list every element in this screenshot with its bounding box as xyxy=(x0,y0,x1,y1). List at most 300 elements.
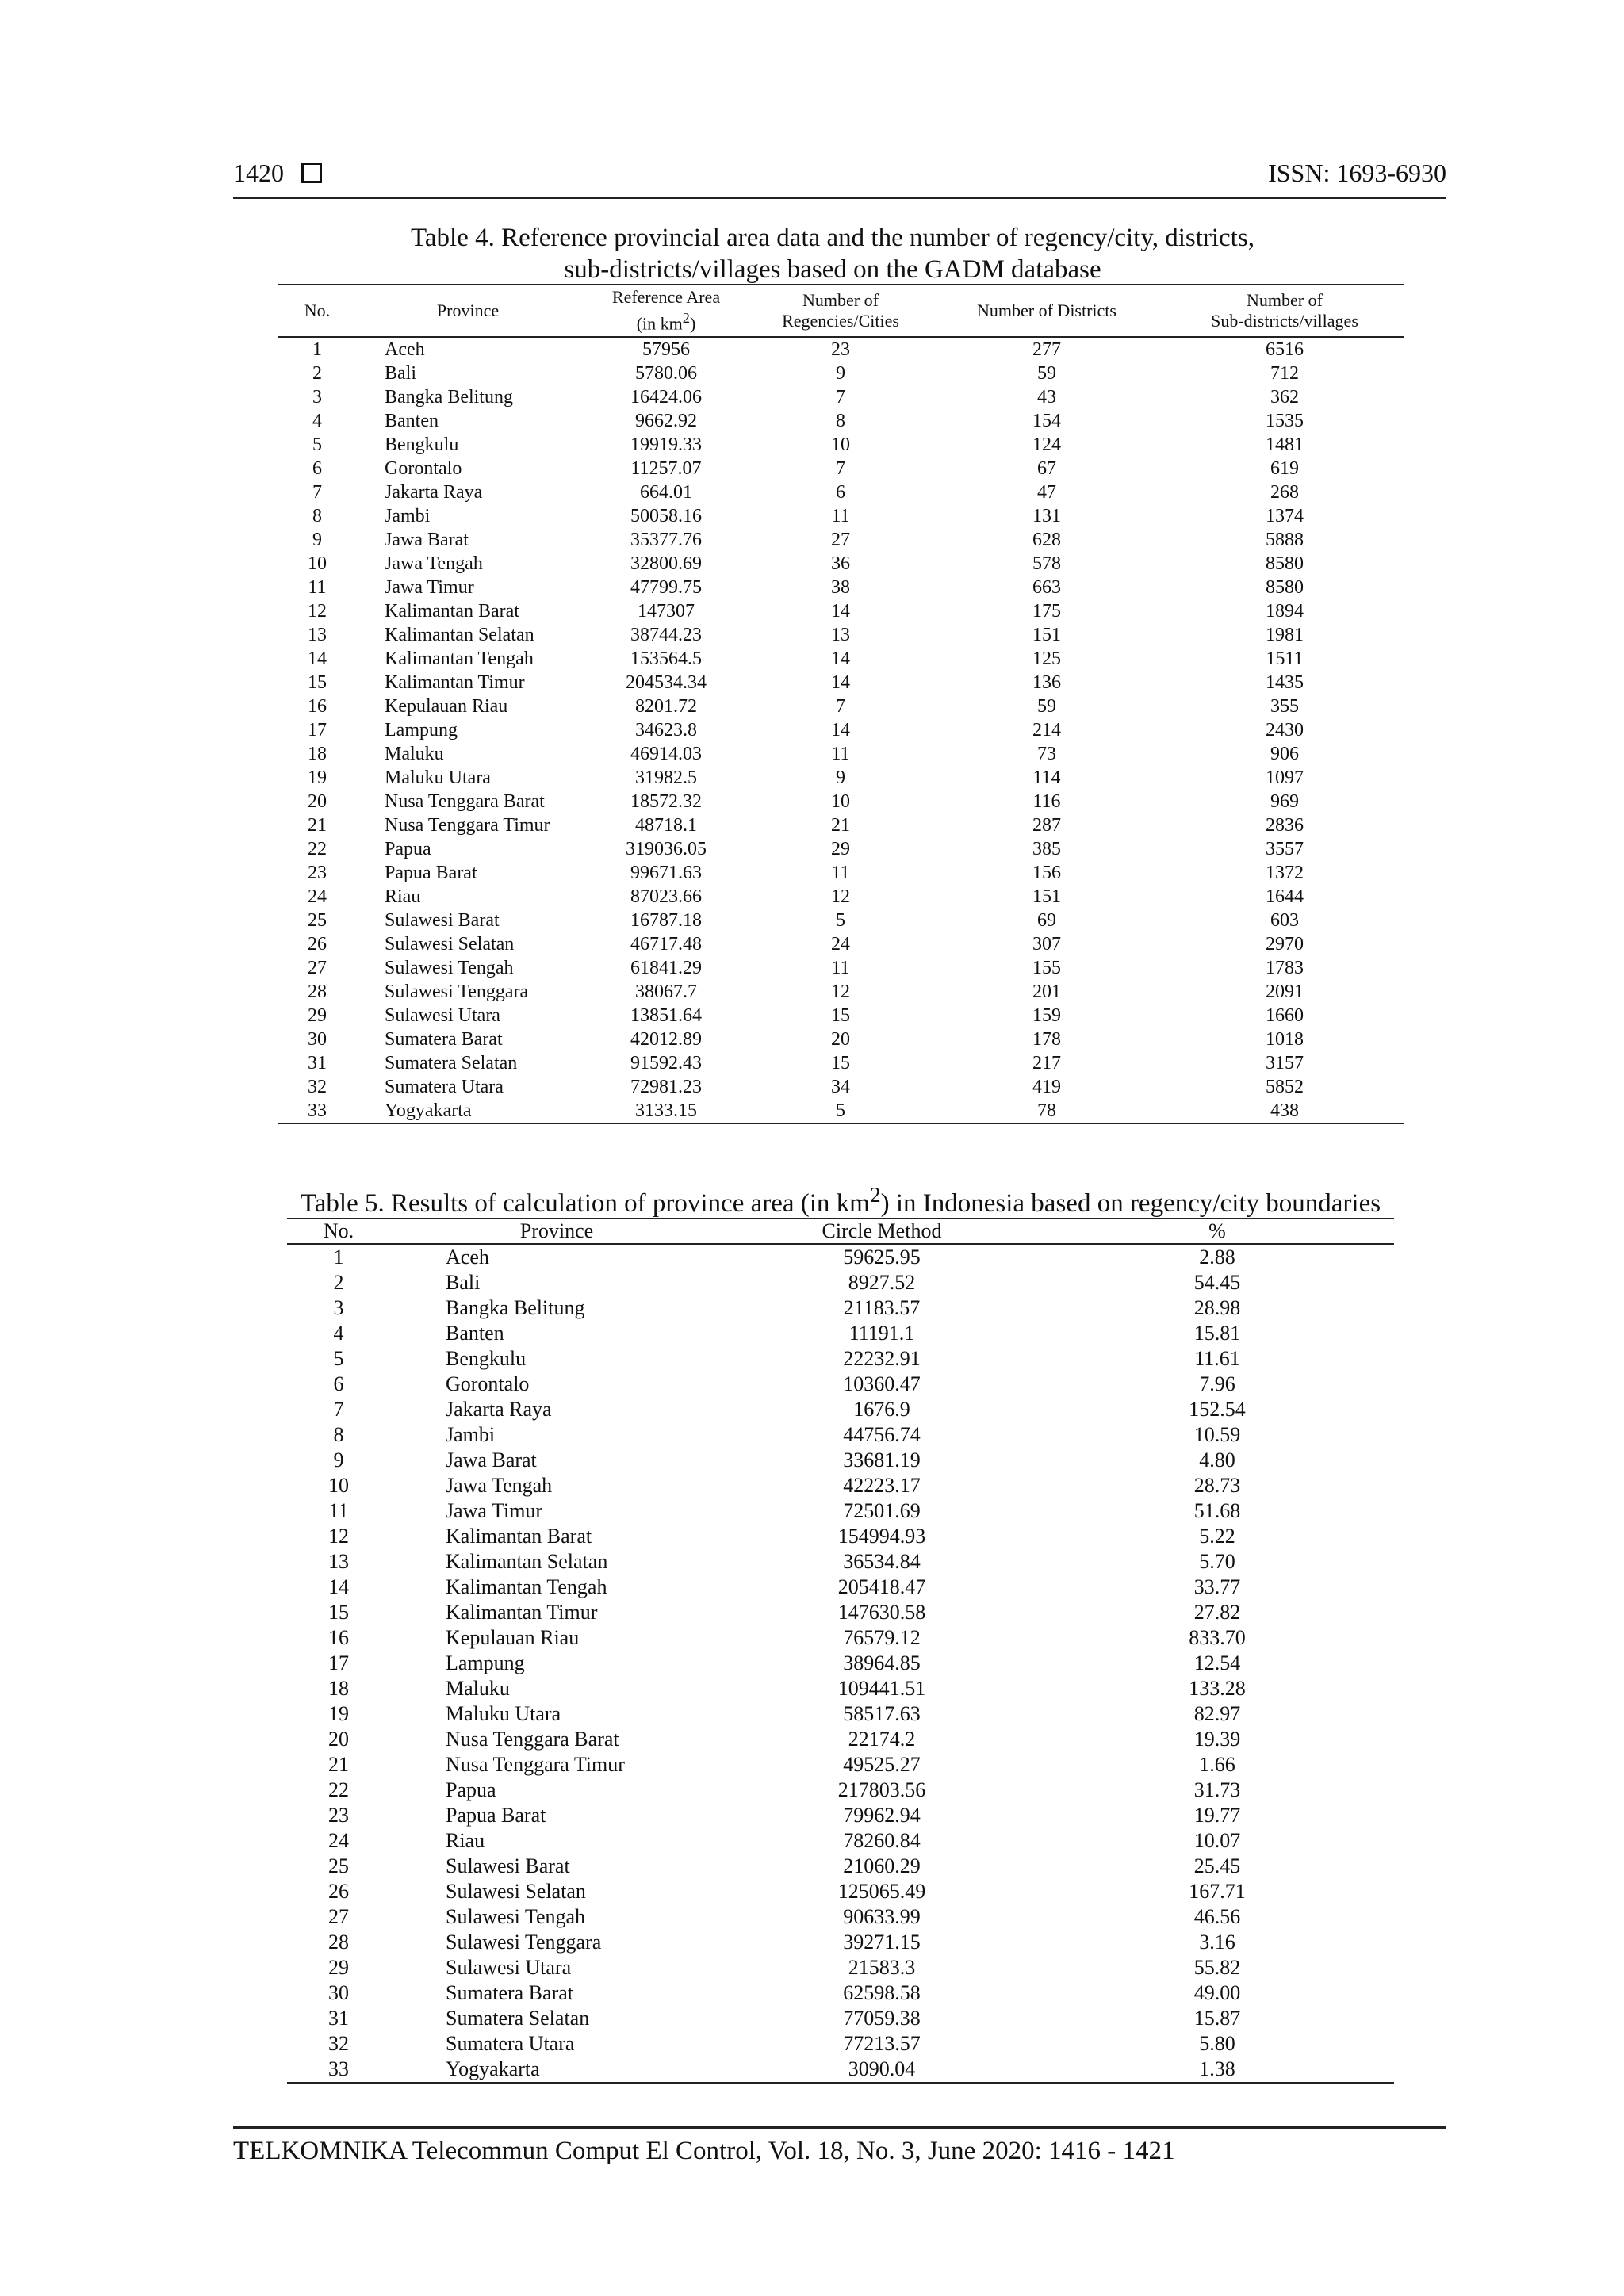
cell-regencies: 9 xyxy=(836,767,845,788)
table-row xyxy=(278,742,1404,766)
cell-no: 23 xyxy=(328,1804,349,1827)
cell-regencies: 11 xyxy=(831,958,850,978)
cell-regencies: 7 xyxy=(836,387,845,408)
cell-districts: 175 xyxy=(1032,601,1061,622)
table-row xyxy=(278,980,1404,1004)
cell-reference-area: 204534.34 xyxy=(626,672,707,693)
cell-no: 21 xyxy=(328,1753,349,1776)
cell-circle-method: 58517.63 xyxy=(843,1702,921,1725)
cell-province: Jawa Barat xyxy=(385,530,469,550)
cell-province: Banten xyxy=(446,1322,504,1345)
table-row xyxy=(287,1625,1394,1651)
cell-percent: 49.00 xyxy=(1193,1981,1241,2004)
table-row xyxy=(278,623,1404,647)
table-row xyxy=(287,1930,1394,1955)
cell-province: Bangka Belitung xyxy=(385,387,513,408)
cell-subdistricts: 5888 xyxy=(1266,530,1304,550)
cell-no: 25 xyxy=(328,1854,349,1877)
cell-regencies: 10 xyxy=(831,791,850,812)
cell-no: 14 xyxy=(328,1575,349,1598)
table-row xyxy=(278,813,1404,837)
cell-percent: 31.73 xyxy=(1193,1778,1241,1801)
cell-percent: 19.77 xyxy=(1193,1804,1241,1827)
cell-regencies: 11 xyxy=(831,744,850,764)
cell-province: Nusa Tenggara Timur xyxy=(385,815,550,836)
cell-districts: 124 xyxy=(1032,434,1061,455)
table-row xyxy=(278,1051,1404,1075)
table-row xyxy=(278,861,1404,885)
table-row xyxy=(278,909,1404,932)
cell-districts: 307 xyxy=(1032,934,1061,955)
cell-no: 8 xyxy=(333,1423,344,1446)
cell-province: Jawa Timur xyxy=(446,1499,543,1522)
cell-province: Bengkulu xyxy=(446,1347,527,1370)
cell-percent: 15.81 xyxy=(1193,1322,1241,1345)
cell-circle-method: 39271.15 xyxy=(843,1931,921,1954)
cell-no: 10 xyxy=(308,553,327,574)
cell-circle-method: 62598.58 xyxy=(843,1981,921,2004)
table-row xyxy=(287,1346,1394,1372)
cell-reference-area: 16424.06 xyxy=(630,387,702,408)
cell-circle-method: 21060.29 xyxy=(843,1854,921,1877)
cell-percent: 27.82 xyxy=(1193,1601,1241,1624)
cell-percent: 4.80 xyxy=(1199,1448,1235,1471)
cell-regencies: 11 xyxy=(831,506,850,526)
cell-regencies: 21 xyxy=(831,815,850,836)
cell-circle-method: 22174.2 xyxy=(848,1728,916,1751)
cell-province: Papua xyxy=(385,839,431,859)
cell-no: 17 xyxy=(308,720,327,740)
table-row xyxy=(287,1600,1394,1625)
table-row xyxy=(287,1727,1394,1752)
cell-subdistricts: 355 xyxy=(1270,696,1299,717)
cell-no: 5 xyxy=(333,1347,344,1370)
col-province: Province xyxy=(519,1219,594,1242)
cell-no: 20 xyxy=(328,1728,349,1751)
cell-districts: 59 xyxy=(1037,696,1056,717)
cell-regencies: 36 xyxy=(831,553,850,574)
cell-regencies: 38 xyxy=(831,577,850,598)
cell-circle-method: 147630.58 xyxy=(837,1601,926,1624)
cell-province: Aceh xyxy=(385,339,425,360)
cell-province: Maluku xyxy=(446,1677,510,1700)
table-row xyxy=(278,504,1404,528)
table-row xyxy=(287,2057,1394,2083)
table-row xyxy=(278,1099,1404,1123)
cell-province: Sumatera Utara xyxy=(385,1077,504,1097)
table-row xyxy=(278,576,1404,599)
cell-province: Kalimantan Barat xyxy=(446,1525,592,1548)
cell-circle-method: 154994.93 xyxy=(837,1525,926,1548)
table-row xyxy=(287,2006,1394,2031)
cell-no: 30 xyxy=(308,1029,327,1050)
table-row xyxy=(278,671,1404,695)
cell-province: Bangka Belitung xyxy=(446,1296,585,1319)
table-row xyxy=(278,457,1404,480)
cell-province: Kepulauan Riau xyxy=(385,696,508,717)
cell-districts: 419 xyxy=(1032,1077,1061,1097)
cell-province: Jawa Tengah xyxy=(446,1474,553,1497)
cell-districts: 59 xyxy=(1037,363,1056,384)
cell-reference-area: 35377.76 xyxy=(630,530,702,550)
cell-circle-method: 79962.94 xyxy=(843,1804,921,1827)
cell-province: Sulawesi Tenggara xyxy=(446,1931,602,1954)
cell-reference-area: 664.01 xyxy=(640,482,692,503)
col-no: No. xyxy=(304,300,331,320)
table-row xyxy=(278,956,1404,980)
cell-percent: 7.96 xyxy=(1199,1372,1235,1395)
col-percent: % xyxy=(1208,1219,1226,1242)
cell-province: Bengkulu xyxy=(385,434,459,455)
table-row xyxy=(278,1004,1404,1027)
cell-regencies: 5 xyxy=(836,910,845,931)
table-row xyxy=(278,433,1404,457)
cell-circle-method: 217803.56 xyxy=(837,1778,926,1801)
cell-reference-area: 38744.23 xyxy=(630,625,702,645)
page-number: 1420 xyxy=(233,159,322,188)
cell-circle-method: 205418.47 xyxy=(837,1575,926,1598)
cell-reference-area: 46717.48 xyxy=(630,934,702,955)
cell-reference-area: 72981.23 xyxy=(630,1077,702,1097)
cell-reference-area: 319036.05 xyxy=(626,839,707,859)
cell-no: 26 xyxy=(328,1880,349,1903)
table-row xyxy=(287,1777,1394,1803)
col-subdistricts: Number of Sub-districts/villages xyxy=(1211,290,1358,331)
cell-circle-method: 77059.38 xyxy=(843,2007,921,2030)
cell-reference-area: 87023.66 xyxy=(630,886,702,907)
cell-circle-method: 1676.9 xyxy=(853,1398,910,1421)
col-reference-area: Reference Area (in $km^2$) xyxy=(611,287,721,334)
cell-regencies: 14 xyxy=(831,601,850,622)
cell-districts: 578 xyxy=(1032,553,1061,574)
cell-province: Yogyakarta xyxy=(446,2057,540,2080)
cell-reference-area: 32800.69 xyxy=(630,553,702,574)
cell-regencies: 29 xyxy=(831,839,850,859)
cell-districts: 201 xyxy=(1032,982,1061,1002)
table-row xyxy=(287,1397,1394,1422)
cell-subdistricts: 1435 xyxy=(1266,672,1304,693)
cell-province: Nusa Tenggara Barat xyxy=(446,1728,619,1751)
cell-no: 5 xyxy=(312,434,322,455)
col-regencies: Number of Regencies/Cities xyxy=(782,290,899,331)
table-row xyxy=(287,1752,1394,1777)
cell-province: Jakarta Raya xyxy=(385,482,483,503)
cell-subdistricts: 1511 xyxy=(1266,649,1304,669)
cell-reference-area: 18572.32 xyxy=(630,791,702,812)
table-row xyxy=(287,1651,1394,1676)
cell-districts: 151 xyxy=(1032,886,1061,907)
cell-province: Yogyakarta xyxy=(385,1100,472,1121)
cell-subdistricts: 1981 xyxy=(1266,625,1304,645)
cell-reference-area: 34623.8 xyxy=(635,720,697,740)
cell-reference-area: 57956 xyxy=(642,339,690,360)
cell-no: 30 xyxy=(328,1981,349,2004)
cell-districts: 131 xyxy=(1032,506,1061,526)
cell-subdistricts: 8580 xyxy=(1266,553,1304,574)
cell-regencies: 5 xyxy=(836,1100,845,1121)
cell-province: Jawa Tengah xyxy=(385,553,483,574)
cell-no: 28 xyxy=(308,982,327,1002)
cell-percent: 19.39 xyxy=(1193,1728,1241,1751)
cell-province: Kalimantan Tengah xyxy=(385,649,534,669)
table-row xyxy=(287,1270,1394,1295)
cell-districts: 114 xyxy=(1032,767,1061,788)
cell-province: Jambi xyxy=(385,506,431,526)
cell-subdistricts: 969 xyxy=(1270,791,1299,812)
cell-districts: 217 xyxy=(1032,1053,1061,1073)
cell-circle-method: 76579.12 xyxy=(843,1626,921,1649)
cell-subdistricts: 2091 xyxy=(1266,982,1304,1002)
cell-reference-area: 42012.89 xyxy=(630,1029,702,1050)
table-row xyxy=(278,790,1404,813)
cell-province: Gorontalo xyxy=(385,458,462,479)
cell-subdistricts: 1783 xyxy=(1266,958,1304,978)
cell-reference-area: 147307 xyxy=(638,601,695,622)
cell-no: 1 xyxy=(312,339,322,360)
table4-caption: Table 4. Reference provincial area data and the number of regency/city, districts, sub-districts/villages based on the GADM database xyxy=(411,224,1254,284)
cell-reference-area: 47799.75 xyxy=(630,577,702,598)
cell-province: Bali xyxy=(446,1271,481,1294)
cell-province: Lampung xyxy=(446,1651,525,1674)
table-row xyxy=(287,1295,1394,1321)
cell-districts: 151 xyxy=(1032,625,1061,645)
cell-districts: 47 xyxy=(1037,482,1056,503)
issn-label: ISSN: 1693-6930 xyxy=(1268,159,1446,187)
cell-circle-method: 38964.85 xyxy=(843,1651,921,1674)
cell-percent: 133.28 xyxy=(1189,1677,1246,1700)
cell-province: Sulawesi Barat xyxy=(385,910,500,931)
table-row xyxy=(278,362,1404,385)
cell-reference-area: 5780.06 xyxy=(635,363,697,384)
cell-regencies: 34 xyxy=(831,1077,850,1097)
table-row xyxy=(287,1854,1394,1879)
cell-districts: 178 xyxy=(1032,1029,1061,1050)
table-row xyxy=(278,932,1404,956)
cell-no: 1 xyxy=(333,1246,344,1269)
cell-province: Sumatera Barat xyxy=(446,1981,573,2004)
cell-province: Gorontalo xyxy=(446,1372,530,1395)
table-row xyxy=(278,766,1404,790)
cell-no: 27 xyxy=(308,958,327,978)
cell-no: 17 xyxy=(328,1651,349,1674)
cell-province: Kalimantan Selatan xyxy=(446,1550,608,1573)
cell-no: 10 xyxy=(328,1474,349,1497)
cell-regencies: 11 xyxy=(831,863,850,883)
cell-no: 20 xyxy=(308,791,327,812)
cell-subdistricts: 3557 xyxy=(1266,839,1304,859)
cell-reference-area: 3133.15 xyxy=(635,1100,697,1121)
cell-province: Sulawesi Utara xyxy=(385,1005,500,1026)
cell-reference-area: 8201.72 xyxy=(635,696,697,717)
cell-reference-area: 13851.64 xyxy=(630,1005,702,1026)
table-row xyxy=(278,885,1404,909)
cell-no: 19 xyxy=(328,1702,349,1725)
cell-percent: 1.38 xyxy=(1199,2057,1235,2080)
cell-no: 33 xyxy=(308,1100,327,1121)
cell-subdistricts: 1644 xyxy=(1266,886,1304,907)
cell-reference-area: 16787.18 xyxy=(630,910,702,931)
cell-no: 4 xyxy=(312,411,322,431)
table5-header-row xyxy=(287,1219,1394,1244)
cell-no: 28 xyxy=(328,1931,349,1954)
cell-province: Nusa Tenggara Timur xyxy=(446,1753,625,1776)
table4-header-row xyxy=(278,285,1404,337)
journal-citation: TELKOMNIKA Telecommun Comput El Control, Vol. 18, No. 3, June 2020: 1416 - 1421 xyxy=(233,2137,1175,2165)
cell-province: Jawa Timur xyxy=(385,577,474,598)
cell-districts: 78 xyxy=(1037,1100,1056,1121)
cell-regencies: 8 xyxy=(836,411,845,431)
cell-circle-method: 59625.95 xyxy=(843,1246,921,1269)
cell-no: 25 xyxy=(308,910,327,931)
col-province: Province xyxy=(436,300,500,320)
cell-districts: 136 xyxy=(1032,672,1061,693)
cell-no: 2 xyxy=(312,363,322,384)
cell-percent: 55.82 xyxy=(1193,1956,1241,1979)
cell-districts: 73 xyxy=(1037,744,1056,764)
cell-percent: 833.70 xyxy=(1189,1626,1246,1649)
cell-districts: 154 xyxy=(1032,411,1061,431)
cell-province: Papua Barat xyxy=(385,863,477,883)
cell-regencies: 14 xyxy=(831,672,850,693)
cell-percent: 5.80 xyxy=(1199,2032,1235,2055)
table-row xyxy=(287,1549,1394,1575)
table-row xyxy=(287,1955,1394,1980)
cell-province: Sumatera Utara xyxy=(446,2032,575,2055)
cell-regencies: 6 xyxy=(836,482,845,503)
table-row xyxy=(287,2031,1394,2057)
cell-districts: 159 xyxy=(1032,1005,1061,1026)
table-row xyxy=(287,1473,1394,1498)
table-row xyxy=(278,528,1404,552)
cell-no: 32 xyxy=(328,2032,349,2055)
col-circle-method: Circle Method xyxy=(822,1219,942,1242)
cell-percent: 167.71 xyxy=(1189,1880,1246,1903)
cell-no: 6 xyxy=(333,1372,344,1395)
table4 xyxy=(278,284,1404,1124)
cell-province: Sumatera Barat xyxy=(385,1029,503,1050)
cell-province: Jambi xyxy=(446,1423,496,1446)
cell-no: 31 xyxy=(328,2007,349,2030)
cell-province: Lampung xyxy=(385,720,458,740)
table-row xyxy=(287,1448,1394,1473)
table5-caption: Table 5. Results of calculation of province area (in $km^2$) in Indonesia based on regency/city boundaries xyxy=(300,1182,1381,1218)
cell-subdistricts: 362 xyxy=(1270,387,1299,408)
cell-reference-area: 19919.33 xyxy=(630,434,702,455)
cell-circle-method: 10360.47 xyxy=(843,1372,921,1395)
cell-subdistricts: 1660 xyxy=(1266,1005,1304,1026)
cell-percent: 28.98 xyxy=(1193,1296,1241,1319)
cell-regencies: 7 xyxy=(836,458,845,479)
cell-reference-area: 48718.1 xyxy=(635,815,697,836)
cell-province: Jawa Barat xyxy=(446,1448,537,1471)
cell-regencies: 20 xyxy=(831,1029,850,1050)
cell-circle-method: 109441.51 xyxy=(837,1677,926,1700)
cell-circle-method: 36534.84 xyxy=(843,1550,921,1573)
table-row xyxy=(278,337,1404,362)
cell-no: 21 xyxy=(308,815,327,836)
cell-province: Papua Barat xyxy=(446,1804,546,1827)
cell-no: 12 xyxy=(328,1525,349,1548)
cell-regencies: 12 xyxy=(831,886,850,907)
cell-circle-method: 49525.27 xyxy=(843,1753,921,1776)
cell-province: Bali xyxy=(385,363,416,384)
cell-regencies: 12 xyxy=(831,982,850,1002)
cell-regencies: 14 xyxy=(831,649,850,669)
cell-percent: 25.45 xyxy=(1193,1854,1241,1877)
cell-no: 19 xyxy=(308,767,327,788)
cell-circle-method: 21583.3 xyxy=(848,1956,916,1979)
cell-regencies: 15 xyxy=(831,1005,850,1026)
cell-districts: 43 xyxy=(1037,387,1056,408)
cell-no: 31 xyxy=(308,1053,327,1073)
table-row xyxy=(287,1321,1394,1346)
cell-reference-area: 11257.07 xyxy=(630,458,702,479)
cell-no: 3 xyxy=(333,1296,344,1319)
cell-subdistricts: 603 xyxy=(1270,910,1299,931)
cell-province: Papua xyxy=(446,1778,496,1801)
cell-subdistricts: 619 xyxy=(1270,458,1299,479)
table-row xyxy=(278,552,1404,576)
cell-circle-method: 22232.91 xyxy=(843,1347,921,1370)
cell-no: 22 xyxy=(328,1778,349,1801)
cell-province: Kalimantan Timur xyxy=(385,672,525,693)
cell-no: 26 xyxy=(308,934,327,955)
cell-regencies: 23 xyxy=(831,339,850,360)
col-no: No. xyxy=(323,1219,354,1242)
cell-no: 9 xyxy=(312,530,322,550)
cell-subdistricts: 3157 xyxy=(1266,1053,1304,1073)
cell-regencies: 24 xyxy=(831,934,850,955)
cell-subdistricts: 1097 xyxy=(1266,767,1304,788)
cell-circle-method: 72501.69 xyxy=(843,1499,921,1522)
cell-no: 18 xyxy=(328,1677,349,1700)
cell-percent: 54.45 xyxy=(1193,1271,1241,1294)
cell-percent: 51.68 xyxy=(1193,1499,1241,1522)
cell-subdistricts: 1535 xyxy=(1266,411,1304,431)
table-row xyxy=(278,1075,1404,1099)
cell-no: 7 xyxy=(333,1398,344,1421)
table-row xyxy=(278,409,1404,433)
cell-province: Nusa Tenggara Barat xyxy=(385,791,545,812)
cell-subdistricts: 8580 xyxy=(1266,577,1304,598)
cell-districts: 69 xyxy=(1037,910,1056,931)
cell-reference-area: 153564.5 xyxy=(630,649,702,669)
cell-province: Kalimantan Tengah xyxy=(446,1575,607,1598)
cell-districts: 67 xyxy=(1037,458,1056,479)
cell-no: 32 xyxy=(308,1077,327,1097)
cell-no: 18 xyxy=(308,744,327,764)
cell-percent: 11.61 xyxy=(1194,1347,1240,1370)
cell-province: Kepulauan Riau xyxy=(446,1626,580,1649)
table-row xyxy=(287,1524,1394,1549)
cell-province: Maluku xyxy=(385,744,444,764)
table-row xyxy=(278,1027,1404,1051)
cell-circle-method: 21183.57 xyxy=(843,1296,921,1319)
table-row xyxy=(287,1803,1394,1828)
cell-regencies: 7 xyxy=(836,696,845,717)
cell-circle-method: 90633.99 xyxy=(843,1905,921,1928)
table-row xyxy=(287,1904,1394,1930)
cell-regencies: 14 xyxy=(831,720,850,740)
cell-districts: 156 xyxy=(1032,863,1061,883)
cell-province: Aceh xyxy=(446,1246,489,1269)
cell-percent: 2.88 xyxy=(1199,1246,1235,1269)
cell-no: 23 xyxy=(308,863,327,883)
cell-subdistricts: 438 xyxy=(1270,1100,1299,1121)
cell-districts: 663 xyxy=(1032,577,1061,598)
cell-province: Sumatera Selatan xyxy=(446,2007,590,2030)
col-districts: Number of Districts xyxy=(977,300,1116,320)
